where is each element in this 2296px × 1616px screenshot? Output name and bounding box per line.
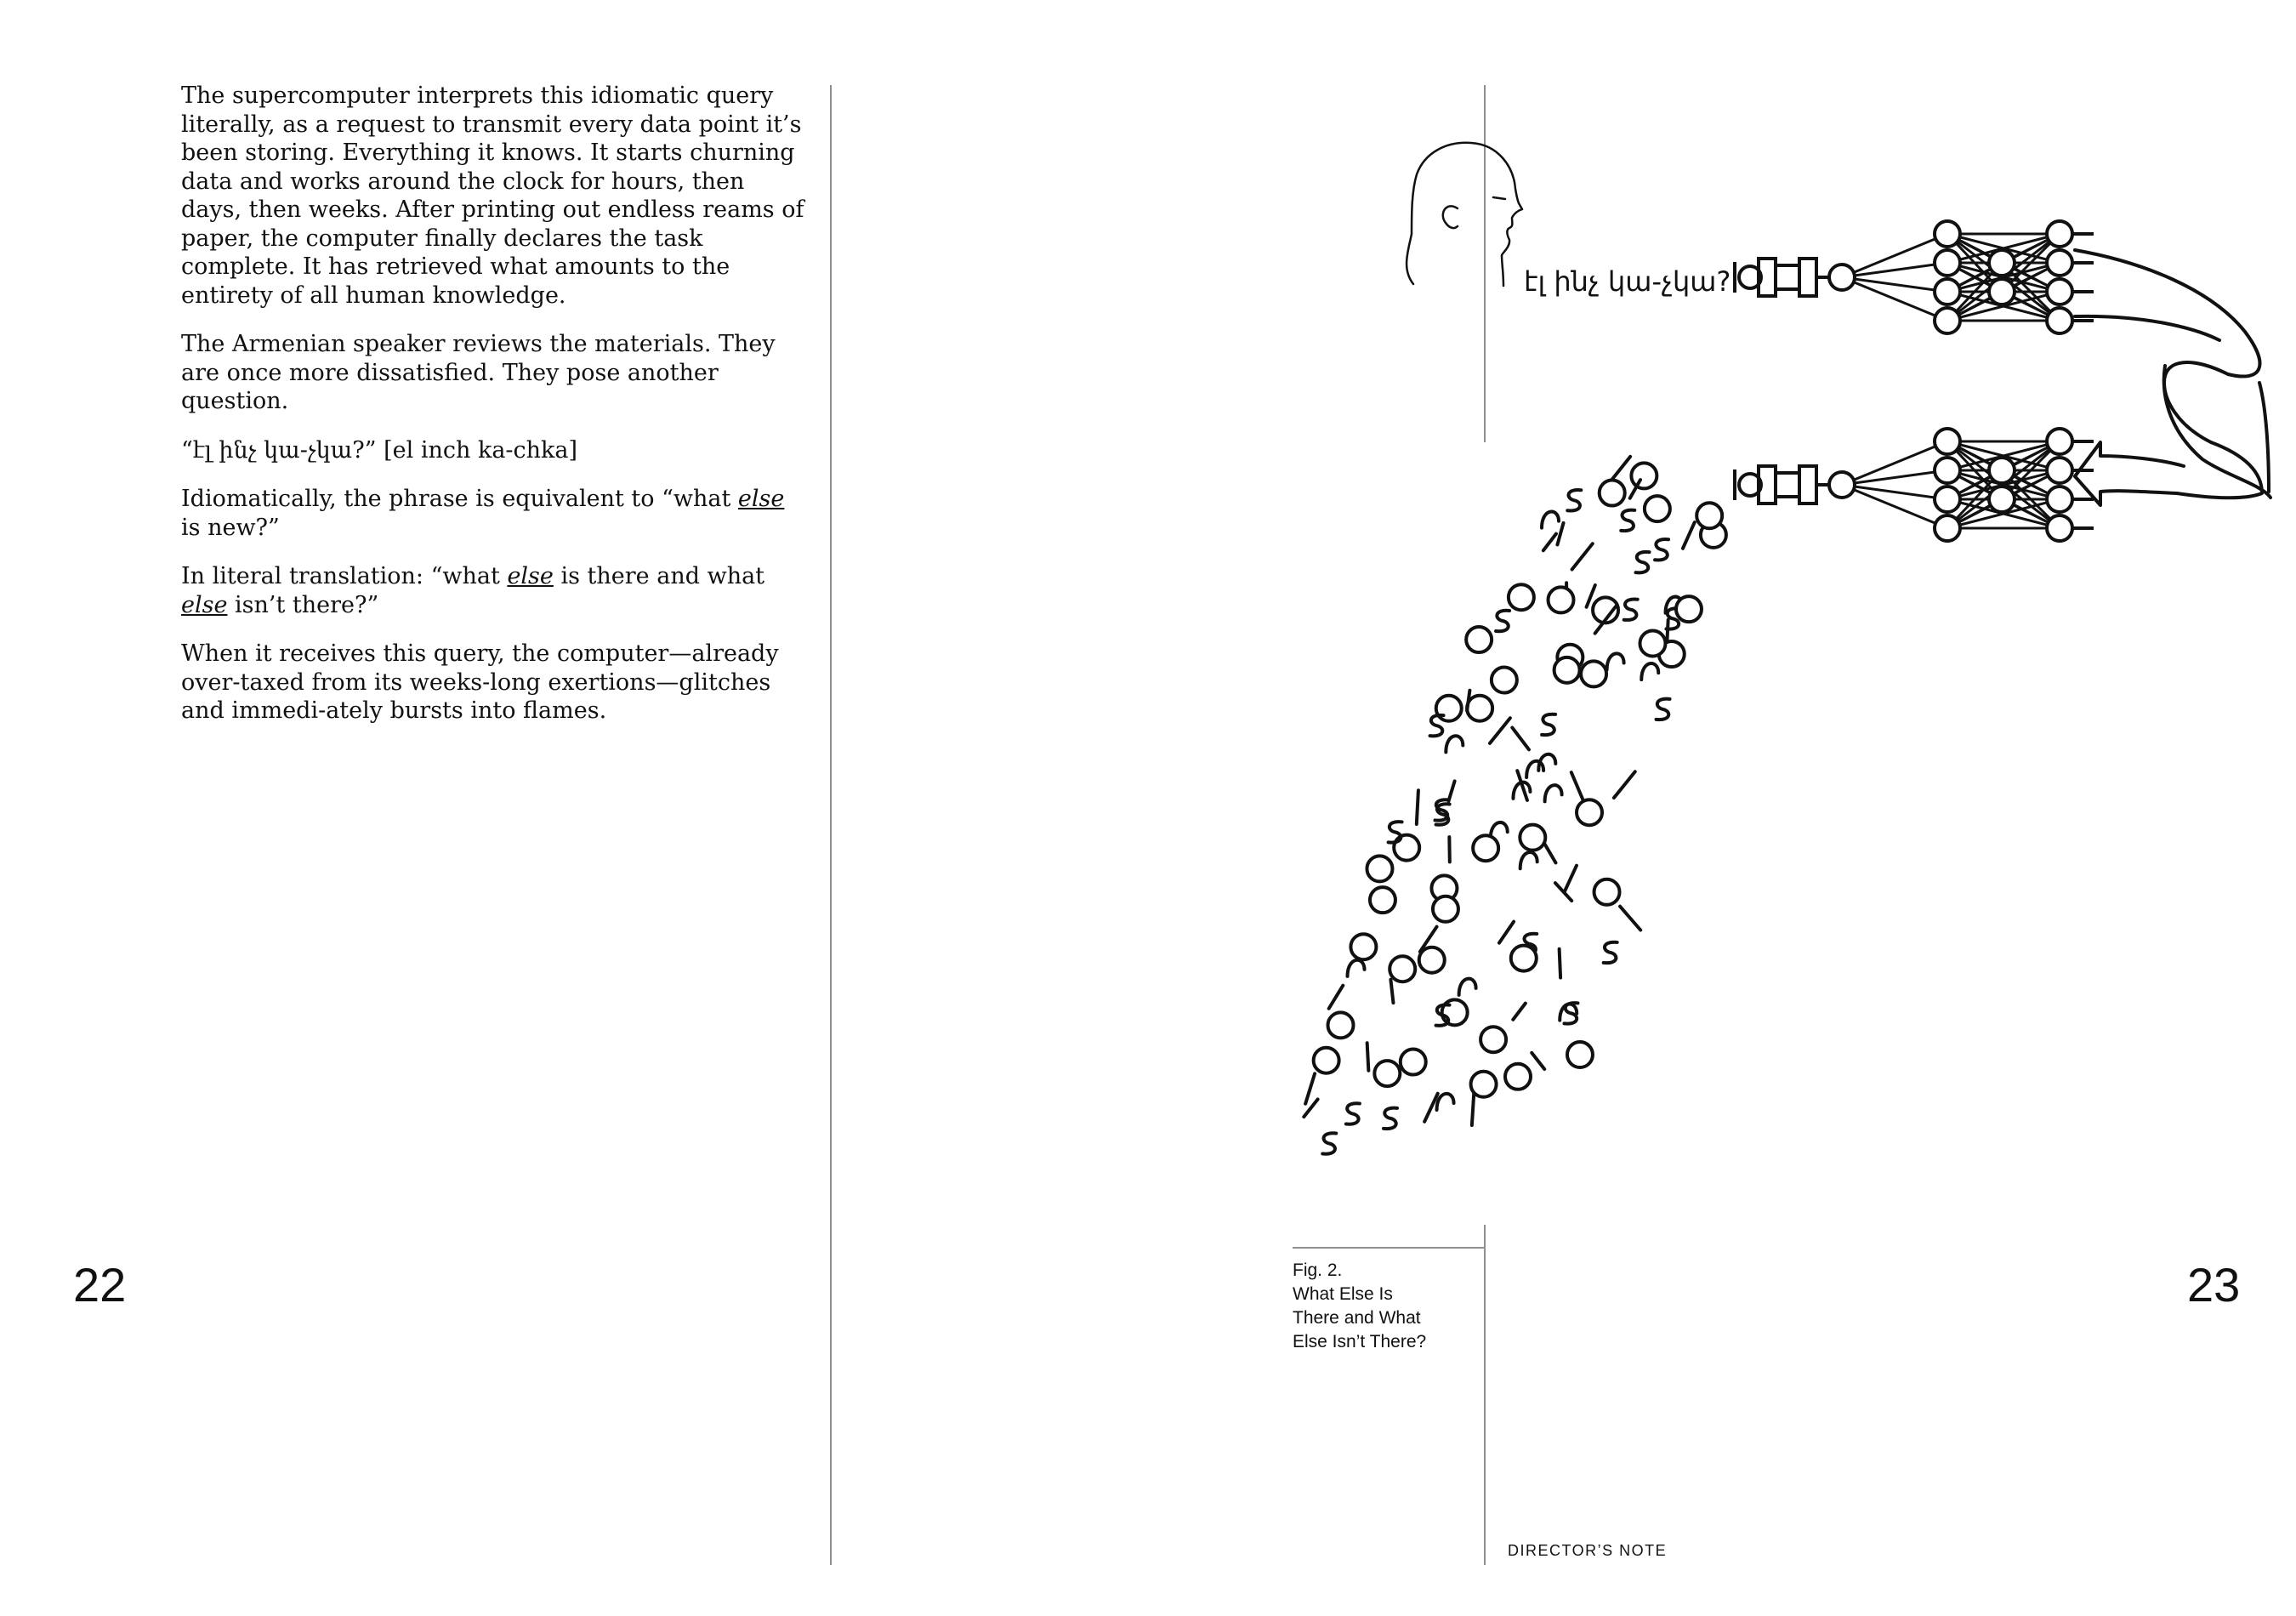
data-glyph-dash (1667, 620, 1668, 642)
ribbon-arrow (2075, 250, 2270, 505)
data-glyph-circle (1492, 668, 1517, 693)
data-glyph-circle (1696, 503, 1722, 528)
p4-before: Idiomatically, the phrase is equivalent to “what (181, 486, 738, 512)
data-glyph-circle (1466, 627, 1492, 652)
network-node (2047, 487, 2072, 512)
data-glyph-arc (1542, 512, 1559, 528)
data-glyph-circle (1390, 956, 1415, 982)
data-glyph-circle (1401, 1050, 1426, 1075)
data-glyph-dash (1557, 523, 1563, 544)
data-glyph-circle (1328, 1012, 1354, 1038)
data-glyph-s (1542, 714, 1555, 735)
data-glyph-circle (1367, 856, 1392, 881)
network-node (2047, 250, 2072, 276)
data-glyph-s (1657, 699, 1670, 720)
data-glyph-dash (1305, 1073, 1315, 1103)
data-glyph-circle (1581, 661, 1606, 686)
data-glyph-circle (1370, 887, 1395, 913)
data-glyph-arc (1459, 979, 1476, 995)
network-node (2047, 279, 2072, 304)
emphasis-else: else (181, 591, 228, 618)
data-glyph-dash (1543, 534, 1556, 551)
data-glyph-s (1346, 1103, 1360, 1124)
p5-after: isn’t there?” (227, 591, 379, 618)
data-glyph-arc (1437, 1094, 1454, 1110)
data-glyph-dash (1490, 718, 1510, 743)
data-glyph-s (1624, 599, 1638, 619)
data-glyph-circle (1567, 1042, 1593, 1067)
data-glyph-dash (1499, 922, 1514, 943)
network-node (1935, 429, 1960, 454)
data-glyph-circle (1314, 1048, 1339, 1073)
speech-text: էլ ինչ կա-չկա? (1524, 265, 1731, 298)
p5-middle: is there and what (553, 563, 765, 589)
network-node (1829, 472, 1855, 498)
data-glyph-arc (1526, 761, 1543, 777)
network-node (2047, 515, 2072, 541)
data-glyph-dash (1367, 1043, 1369, 1070)
data-glyph-dash (1448, 781, 1454, 800)
neural-network-top (1735, 221, 2094, 333)
data-glyph-circle (1577, 799, 1602, 825)
data-glyph-dash (1571, 772, 1583, 801)
emphasis-else: else (507, 563, 554, 589)
scattered-data-glyphs (1304, 457, 1726, 1154)
data-glyph-dash (1565, 866, 1577, 892)
data-glyph-dash (1683, 522, 1695, 549)
data-glyph-s (1604, 942, 1617, 963)
network-node (1935, 279, 1960, 304)
network-node (1935, 458, 1960, 483)
data-glyph-dash (1532, 1053, 1544, 1069)
network-node (2047, 221, 2072, 247)
network-node (1935, 487, 1960, 512)
data-glyph-s (1636, 552, 1650, 572)
data-glyph-circle (1480, 1027, 1506, 1052)
data-glyph-circle (1467, 696, 1492, 721)
data-glyph-circle (1419, 947, 1445, 973)
data-glyph-circle (1509, 584, 1534, 610)
data-glyph-arc (1545, 785, 1562, 801)
data-glyph-s (1655, 539, 1668, 560)
network-node (2047, 429, 2072, 454)
data-glyph-circle (1645, 496, 1670, 521)
network-input-box (1776, 473, 1799, 497)
data-glyph-s (1322, 1133, 1336, 1153)
data-glyph-circle (1549, 587, 1574, 612)
data-glyph-s (1496, 611, 1509, 631)
data-glyph-dash (1610, 457, 1630, 482)
data-glyph-circle (1436, 696, 1462, 721)
neural-network-bottom (1735, 429, 2094, 541)
data-glyph-circle (1350, 934, 1376, 959)
data-glyph-s (1621, 510, 1634, 531)
network-node (1935, 515, 1960, 541)
data-glyph-dash (1572, 543, 1593, 569)
network-input-box (1799, 466, 1816, 504)
data-glyph-circle (1554, 657, 1580, 683)
data-glyph-circle (1631, 463, 1657, 488)
running-head: DIRECTOR’S NOTE (1508, 1542, 1668, 1559)
network-node (1935, 221, 1960, 247)
head-profile-drawing (1407, 143, 1522, 286)
network-node (1989, 487, 2015, 512)
data-glyph-circle (1676, 596, 1702, 622)
data-glyph-circle (1374, 1061, 1400, 1086)
p4-after: is new?” (181, 514, 280, 541)
data-glyph-circle (1505, 1064, 1531, 1090)
p5-before: In literal translation: “what (181, 563, 508, 589)
data-glyph-dash (1620, 907, 1640, 930)
paragraph-3: “էլ ինչ կա-չկա?” [el inch ka-chka] (181, 436, 578, 464)
data-glyph-dash (1614, 771, 1635, 798)
figure-title-line-3: Else Isn’t There? (1293, 1332, 1427, 1351)
data-glyph-arc (1641, 663, 1658, 680)
data-glyph-dash (1512, 727, 1529, 749)
network-input-box (1799, 259, 1816, 296)
data-glyph-dash (1329, 986, 1344, 1009)
data-glyph-s (1567, 490, 1581, 510)
paragraph-2: The Armenian speaker reviews the materials. They are once more dissatisfied. They pose another question. (181, 331, 776, 414)
network-node (2047, 308, 2072, 333)
data-glyph-dash (1390, 980, 1393, 1003)
data-glyph-s (1384, 1108, 1397, 1129)
paragraph-6: When it receives this query, the computer—already over-taxed from its weeks-long exertions—glitches and immedi-ately bursts into flames. (181, 640, 779, 724)
figure-label: Fig. 2. (1293, 1260, 1343, 1280)
data-glyph-circle (1473, 835, 1498, 861)
page-number-right: 23 (2187, 1258, 2241, 1312)
data-glyph-dash (1417, 790, 1418, 824)
data-glyph-dash (1544, 843, 1556, 862)
network-node (1829, 265, 1855, 290)
data-glyph-circle (1433, 896, 1458, 922)
data-glyph-circle (1394, 835, 1419, 861)
network-node (1935, 308, 1960, 333)
emphasis-else: else (737, 486, 785, 512)
data-glyph-circle (1511, 946, 1537, 971)
data-glyph-circle (1594, 879, 1620, 905)
network-node (2047, 458, 2072, 483)
network-node (1989, 458, 2015, 483)
data-glyph-arc (1348, 960, 1365, 976)
network-input-box (1776, 265, 1799, 289)
data-glyph-arc (1607, 653, 1624, 669)
data-glyph-circle (1600, 481, 1625, 506)
figure-title-line-2: There and What (1293, 1308, 1421, 1328)
network-node (1989, 250, 2015, 276)
data-glyph-circle (1640, 631, 1665, 657)
page-number-left: 22 (73, 1258, 127, 1312)
network-node (1935, 250, 1960, 276)
figure-title-line-1: What Else Is (1293, 1284, 1393, 1304)
data-glyph-arc (1520, 852, 1537, 868)
data-glyph-dash (1513, 1004, 1526, 1020)
network-node (1989, 279, 2015, 304)
data-glyph-circle (1520, 825, 1545, 851)
paragraph-1: The supercomputer interprets this idiomatic query literally, as a request to transmit every data point it’s been storing. Everything it knows. It starts churning data and works around the clock for hours, then days, then weeks. After printing out endless reams of paper, the computer finally declares the task complete. It has retrieved what amounts to the entirety of all human knowledge. (181, 83, 804, 309)
data-glyph-dash (1472, 1093, 1474, 1125)
data-glyph-arc (1446, 736, 1463, 752)
